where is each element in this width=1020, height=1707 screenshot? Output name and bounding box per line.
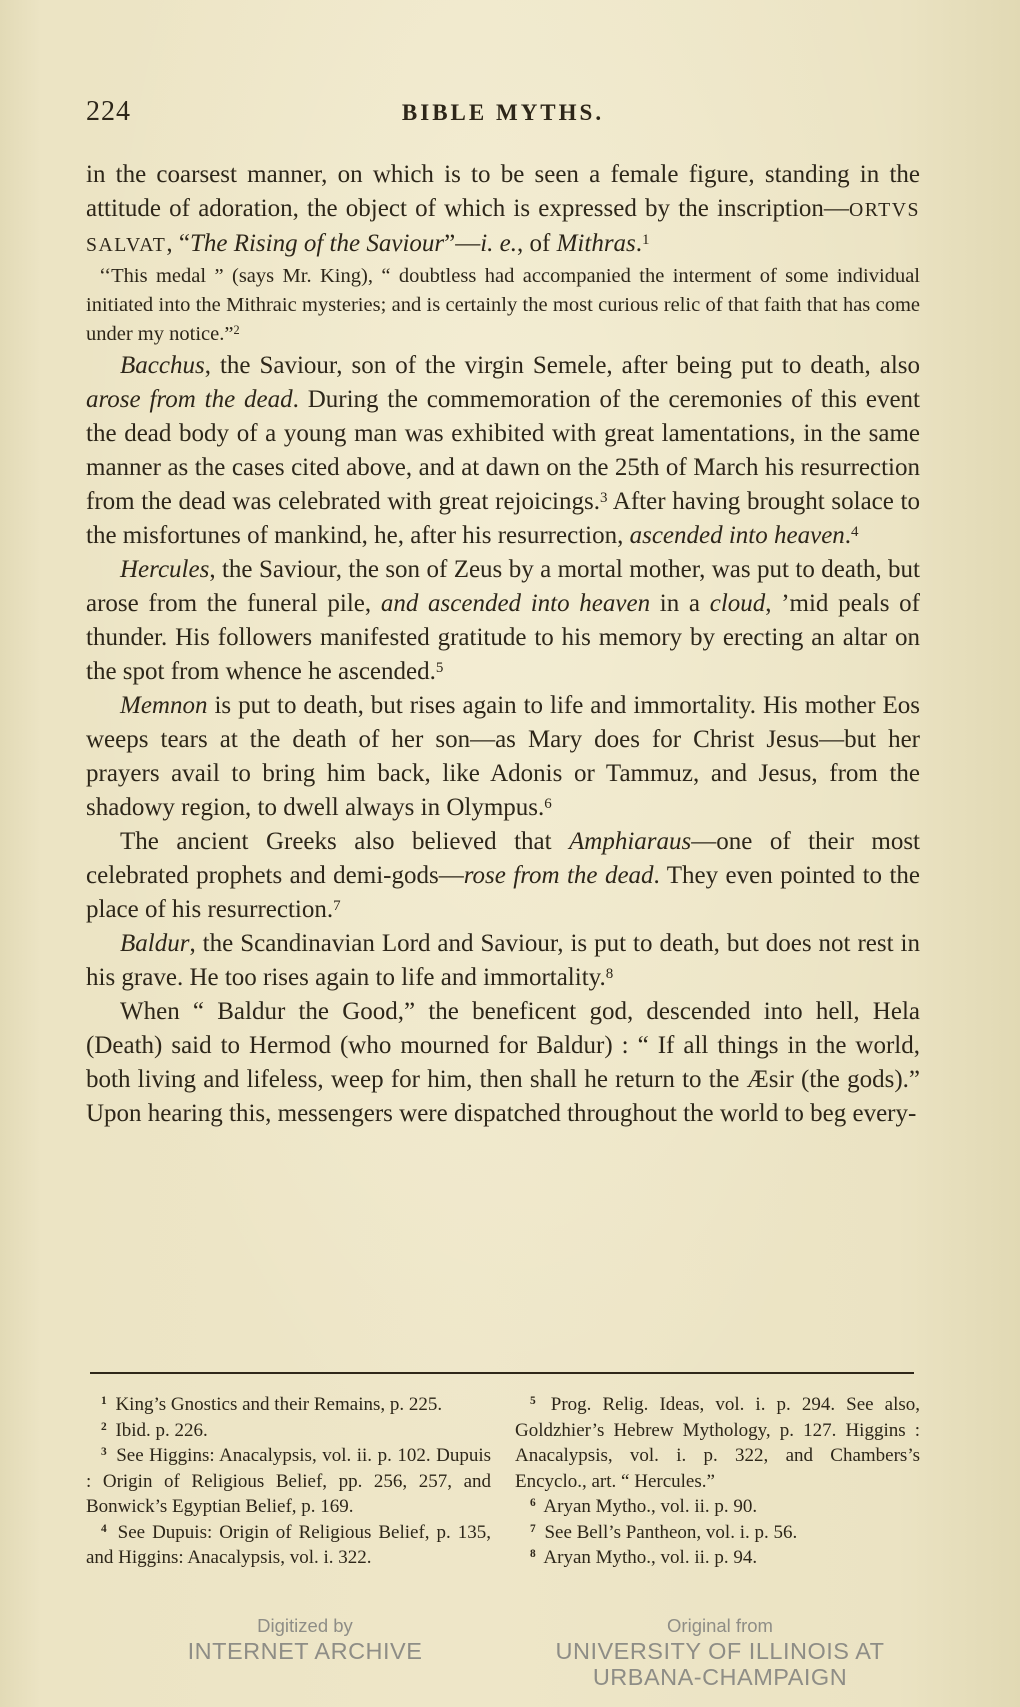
- watermark-left-line2: INTERNET ARCHIVE: [187, 1638, 423, 1664]
- footnote-text: See Higgins: Anacalypsis, vol. ii. p. 102. Dupuis : Origin of Religious Belief, pp. 256, 257, and Bonwick’s Egyptian Belief, p. 169.: [86, 1445, 491, 1517]
- footnotes: [86, 1392, 920, 1571]
- footnote-reference: 3: [599, 489, 608, 506]
- footnote: [515, 1545, 920, 1571]
- italic-text: The Rising of the Saviour: [189, 230, 445, 257]
- text-segment: . They even pointed to the place of his resurrection.: [86, 862, 920, 923]
- footnote-text: King’s Gnostics and their Remains, p. 225.: [110, 1394, 443, 1415]
- footnote-reference: 7: [333, 897, 341, 914]
- italic-text: cloud: [709, 590, 766, 617]
- footnote-reference: 8: [605, 965, 614, 982]
- footnote-marker: 6: [530, 1497, 536, 1510]
- watermark-original-from: [545, 1613, 895, 1690]
- footnote-marker: 8: [530, 1548, 536, 1561]
- paragraph: [86, 689, 920, 825]
- running-head: [86, 96, 920, 130]
- running-head-title: BIBLE MYTHS.: [401, 100, 605, 125]
- footnote: [86, 1392, 491, 1418]
- footnote: [515, 1520, 920, 1546]
- text-segment: , the Saviour, the son of Zeus by a mortal mother, was put to death, but arose from the funeral pile,: [86, 556, 920, 617]
- footnote: [86, 1418, 491, 1444]
- text-segment: , of: [517, 230, 557, 257]
- text-segment: , ’mid peals of thunder. His followers manifested gratitude to his memory by erecting an altar on the spot from whence he ascended.: [86, 590, 920, 685]
- text-segment: .: [635, 230, 643, 257]
- footnote-text: Aryan Mytho., vol. ii. p. 94.: [539, 1547, 758, 1568]
- italic-text: Mithras: [556, 230, 636, 257]
- footnote-marker: 1: [101, 1395, 107, 1408]
- footnote-text: See Bell’s Pantheon, vol. i. p. 56.: [539, 1521, 798, 1543]
- text-segment: .: [844, 522, 852, 549]
- footnote-text: Ibid. p. 226.: [110, 1419, 208, 1441]
- text-segment: —one of their most celebrated prophets and demi-gods—: [86, 828, 920, 889]
- footnote: [515, 1392, 920, 1494]
- footnote-divider: [90, 1372, 914, 1374]
- quoted-paragraph: [86, 262, 920, 349]
- text-segment: When “ Baldur the Good,” the beneficent god, descended into hell, Hela (Death) said to Hermod (who mourned for Baldur) : “ If all things in the world, both living and lifeless, weep for him, then shall he return to the Æsir (the gods).” Upon hearing this, messengers were dispatched throughout the world to beg every-: [86, 998, 920, 1127]
- text-segment: in a: [650, 590, 710, 617]
- italic-text: rose from the dead: [463, 862, 654, 889]
- footnote-text: See Dupuis: Origin of Religious Belief, p. 135, and Higgins: Anacalypsis, vol. i. 322.: [86, 1521, 491, 1568]
- footnote-marker: 2: [101, 1420, 107, 1433]
- text-segment: , “: [166, 230, 190, 257]
- paragraph: [86, 825, 920, 927]
- footnote-marker: 7: [530, 1522, 536, 1535]
- watermark-right-line1: Original from: [667, 1615, 773, 1636]
- footnote-reference: 6: [544, 795, 552, 812]
- watermark-right-line3: URBANA-CHAMPAIGN: [592, 1664, 848, 1690]
- italic-text: Hercules: [120, 556, 210, 583]
- footnote-text: Prog. Relig. Ideas, vol. i. p. 294. See also, Goldzhier’s Hebrew Mythology, p. 127. Higgins : Anacalypsis, vol. i. p. 322, and Chambers’s Encyclo., art. “ Hercules.”: [515, 1394, 920, 1492]
- italic-text: Baldur: [120, 930, 190, 957]
- text-segment: The ancient Greeks also believed that: [120, 828, 570, 855]
- paragraph: [86, 158, 920, 262]
- footnote: [515, 1494, 920, 1520]
- footnote-reference: 5: [435, 659, 444, 676]
- watermark-digitized-by: [140, 1613, 470, 1664]
- text-segment: ”—: [444, 230, 481, 257]
- paragraph: [86, 349, 920, 553]
- footnote-reference: 4: [851, 523, 859, 540]
- text-segment: ‘‘This medal ” (says Mr. King), “ doubtless had accompanied the interment of some individual initiated into the Mithraic mysteries; and is certainly the most curious relic of that faith that has come under my notice.”: [86, 265, 920, 345]
- text-segment: , the Saviour, son of the virgin Semele, after being put to death, also: [204, 352, 920, 379]
- footnotes-right: [515, 1392, 920, 1571]
- footnote-text: Aryan Mytho., vol. ii. p. 90.: [539, 1496, 758, 1517]
- italic-text: ascended into heaven: [629, 522, 845, 549]
- footnote-marker: 3: [101, 1446, 107, 1459]
- text-segment: , the Scandinavian Lord and Saviour, is put to death, but does not rest in his grave. He too rises again to life and immortality.: [86, 930, 920, 991]
- text-segment: in the coarsest manner, on which is to be seen a female figure, standing in the attitude of adoration, the object of which is expressed by the inscription—: [86, 161, 920, 222]
- text-segment: After having brought solace to the misfortunes of mankind, he, after his resurrection,: [86, 488, 920, 549]
- footnote: [86, 1520, 491, 1571]
- text-segment: is put to death, but rises again to life and immortality. His mother Eos weeps tears at the death of her son—as Mary does for Christ Jesus—but her prayers avail to bring him back, like Adonis or Tammuz, and Jesus, from the shadowy region, to dwell always in Olympus.: [86, 692, 920, 821]
- italic-text: Memnon: [120, 692, 208, 719]
- italic-text: Bacchus: [120, 352, 205, 379]
- text-block: [86, 158, 920, 1131]
- watermark-right-line2: UNIVERSITY OF ILLINOIS AT: [555, 1638, 885, 1664]
- watermark-left-line1: Digitized by: [257, 1615, 353, 1636]
- footnotes-left: [86, 1392, 491, 1571]
- paragraph: [86, 553, 920, 689]
- italic-text: arose from the dead: [86, 386, 293, 413]
- paragraph: [86, 927, 920, 995]
- page-number: 224: [86, 96, 131, 127]
- italic-text: i. e.: [480, 230, 518, 257]
- footnote: [86, 1443, 491, 1520]
- footnote-reference: 2: [233, 322, 240, 337]
- footnote-reference: 1: [642, 231, 650, 248]
- italic-text: Amphiaraus: [569, 828, 692, 855]
- italic-text: and ascended into heaven: [380, 590, 651, 617]
- text-segment: . During the commemoration of the ceremonies of this event the dead body of a young man was exhibited with great lamentations, in the same manner as the cases cited above, and at dawn on the 25th of March his resurrection from the dead was celebrated with great rejoicings.: [86, 386, 920, 515]
- footnote-marker: 4: [101, 1522, 107, 1535]
- smallcaps-text: ORTVS SALVAT: [86, 199, 920, 256]
- paragraph: [86, 995, 920, 1131]
- footnote-marker: 5: [530, 1395, 536, 1408]
